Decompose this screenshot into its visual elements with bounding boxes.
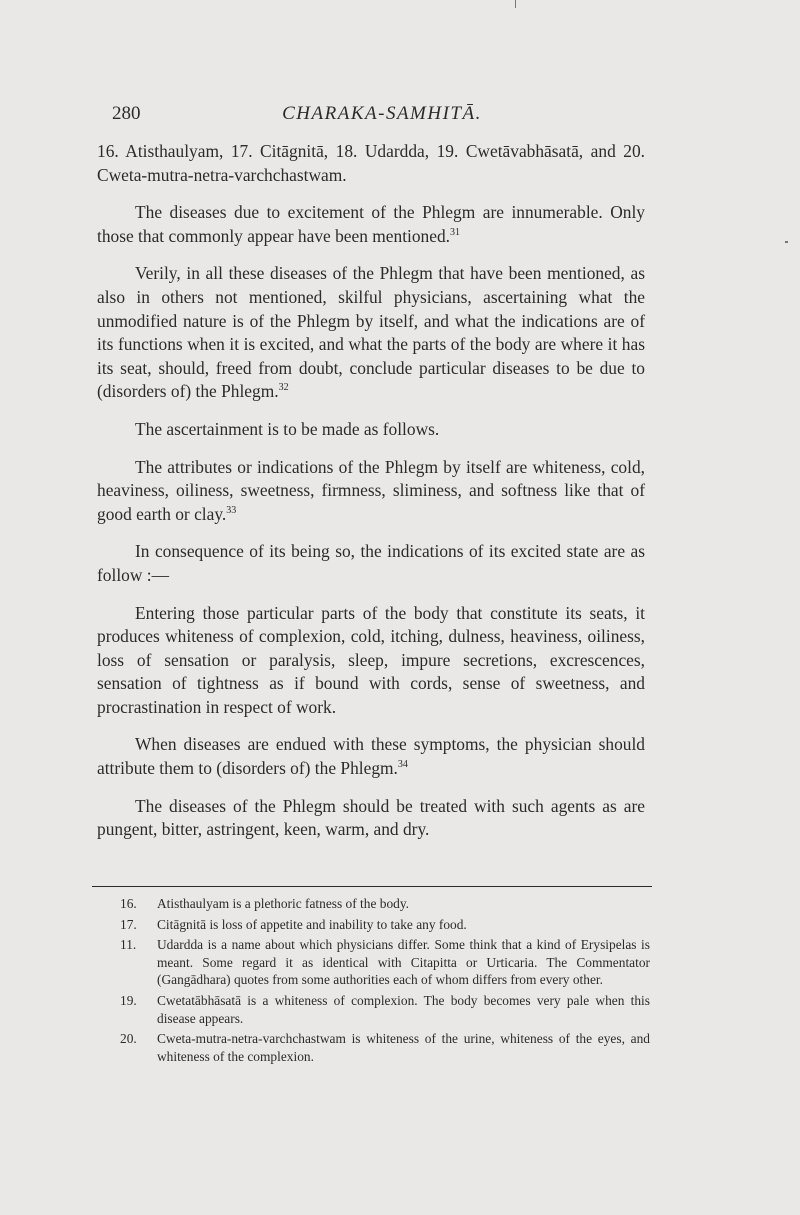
footnote-ref: 32 (278, 382, 289, 394)
page-header (112, 103, 652, 133)
footnote (120, 895, 650, 913)
footnote (120, 1030, 650, 1065)
paragraph: The attributes or indications of the Phlegm by itself are whiteness, cold, heaviness, oiliness, sweetness, firmness, sliminess, and softness like that of good earth or clay.$^{33}$ (97, 456, 645, 524)
paper-speck (785, 241, 788, 243)
body-text (97, 140, 645, 842)
paragraph: Verily, in all these diseases of the Phlegm that have been mentioned, as also in others not mentioned, skilful physicians, ascertaining what the unmodified nature is of the Phlegm by itself, and what the indications are of its functions when it is excited, and what the parts of the body are where it has its seat, should, freed from doubt, conclude particular diseases to be due to (disorders of) the Phlegm.$^{32}$ (97, 263, 645, 402)
footnote-number: 19. (120, 992, 137, 1008)
footnote-number: 20. (120, 1031, 137, 1047)
paragraph: Entering those particular parts of the body that constitute its seats, it produces whiteness of complexion, cold, itching, dulness, heaviness, oiliness, loss of sensation or paralysis, sleep, impure secretions, excrescences, sensation of tightness as if bound with cords, sense of sweetness, and procrastination in respect of work. (97, 602, 645, 717)
paragraph: The diseases of the Phlegm should be treated with such agents as are pungent, bitter, astringent, keen, warm, and dry. (97, 795, 645, 840)
paragraph: When diseases are endued with these symptoms, the physician should attribute them to (disorders of) the Phlegm.$^{34}$ (97, 734, 645, 779)
footnote (120, 936, 650, 989)
footnote-text: Cweta-mutra-netra-varchchastwam is whiteness of the urine, whiteness of the eyes, and whiteness of the complexion. (157, 1031, 650, 1064)
footnote-ref: 33 (226, 504, 237, 516)
paragraph: The ascertainment is to be made as follows. (135, 418, 440, 439)
footnote-number: 16. (120, 896, 137, 911)
page-number: 280 (112, 103, 141, 124)
paragraph: In consequence of its being so, the indications of its excited state are as follow :— (97, 541, 645, 585)
footnotes (120, 895, 650, 1068)
footnote-number: 11. (120, 937, 137, 953)
footnote (120, 992, 650, 1027)
footnote-ref: 31 (450, 226, 461, 238)
footnote-text: Atisthaulyam is a plethoric fatness of the body. (157, 896, 410, 911)
paragraph: The diseases due to excitement of the Phlegm are innumerable. Only those that commonly appear have been mentioned.$^{31}$ (97, 202, 645, 246)
footnote-number: 17. (120, 916, 137, 932)
footnote-text: Udardda is a name about which physicians differ. Some think that a kind of Erysipelas is meant. Some regard it as identical with Citapitta or Urticaria. The Commentator (Gangādhara) quotes from some authorities each of whom differs from every other. (157, 937, 650, 988)
footnote-text: Citāgnitā is loss of appetite and inability to take any food. (157, 916, 467, 932)
paper-speck (515, 0, 516, 8)
footnote (120, 916, 650, 934)
footnote-text: Cwetatābhāsatā is a whiteness of complexion. The body becomes very pale when this disease appears. (157, 992, 650, 1026)
paragraph: 16. Atisthaulyam, 17. Citāgnitā, 18. Udardda, 19. Cwetāvabhāsatā, and 20. Cweta-mutra-netra-varchchastwam. (97, 141, 645, 185)
footnote-ref: 34 (397, 759, 408, 771)
footnote-divider (92, 886, 652, 887)
running-title: CHARAKA-SAMHITĀ. (282, 103, 482, 124)
